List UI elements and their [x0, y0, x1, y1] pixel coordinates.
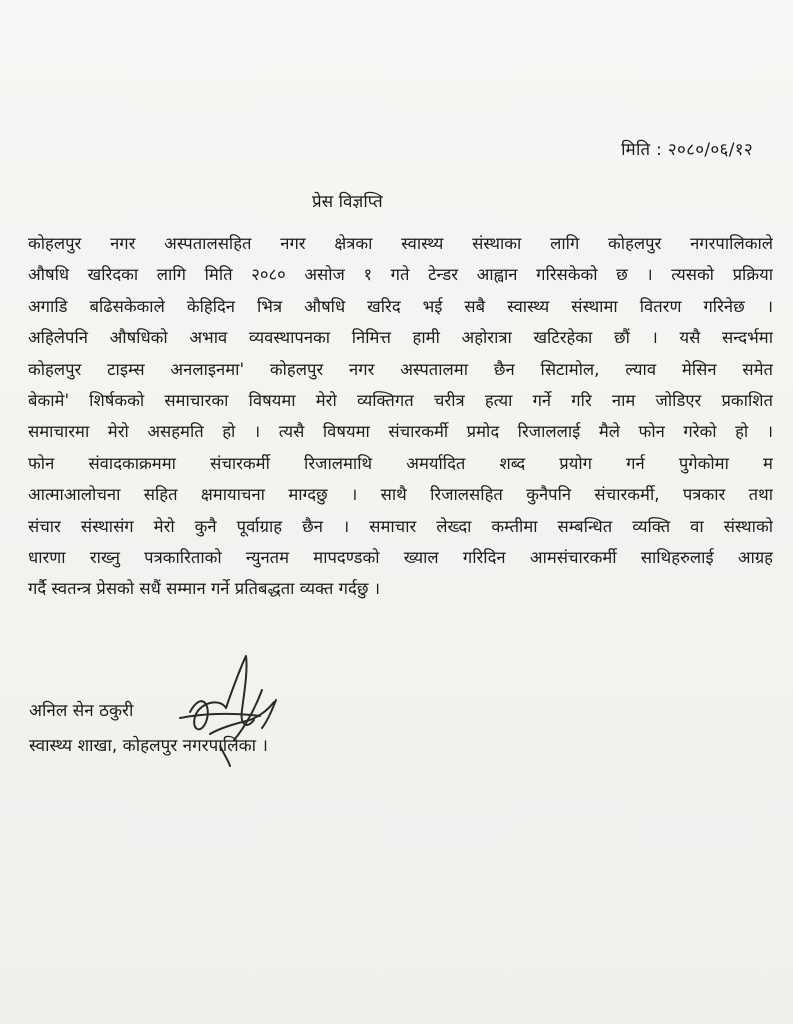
- body-line: संचार संस्थासंग मेरो कुनै पूर्वाग्राह छैन । समाचार लेख्दा कम्तीमा सम्बन्धित व्यक्ति वा संस्थाको: [28, 516, 773, 536]
- date-line: मिति : २०८०/०६/१२: [621, 140, 753, 160]
- body-line: औषधि खरिदका लागि मिति २०८० असोज १ गते टेन्डर आह्वान गरिसकेको छ । त्यसको प्रक्रिया: [28, 265, 773, 285]
- body-paragraph: [28, 228, 773, 605]
- body-line: बेकामे' शिर्षकको समाचारका विषयमा मेरो व्यक्तिगत चरीत्र हत्या गर्ने गरि नाम जोडिएर प्रकाशित: [28, 391, 773, 411]
- body-line: अगाडि बढिसकेकाले केहिदिन भित्र औषधि खरिद भई सबै स्वास्थ्य संस्थामा वितरण गरिनेछ ।: [28, 296, 773, 316]
- document-title: प्रेस विज्ञप्ति: [312, 192, 383, 212]
- signatory-office: स्वास्थ्य शाखा, कोहलपुर नगरपालिका ।: [29, 736, 268, 756]
- body-line: कोहलपुर नगर अस्पतालसहित नगर क्षेत्रका स्वास्थ्य संस्थाका लागि कोहलपुर नगरपालिकाले: [28, 234, 773, 253]
- body-line: आत्माआलोचना सहित क्षमायाचना माग्दछु । साथै रिजालसहित कुनैपनि संचारकर्मी, पत्रकार तथा: [28, 485, 773, 505]
- body-line: समाचारमा मेरो असहमति हो । त्यसै विषयमा संचारकर्मी प्रमोद रिजाललाई मैले फोन गरेको हो ।: [28, 422, 773, 442]
- body-line: फोन संवादकाक्रममा संचारकर्मी रिजालमाथि अमर्यादित शब्द प्रयोग गर्न पुगेकोमा म: [28, 453, 773, 473]
- body-line: कोहलपुर टाइम्स अनलाइनमा' कोहलपुर नगर अस्पतालमा छैन सिटामोल, ल्याव मेसिन समेत: [28, 359, 773, 379]
- handwritten-signature: [150, 650, 290, 770]
- body-line: अहिलेपनि औषधिको अभाव व्यवस्थापनका निमित्त हामी अहोरात्रा खटिरहेका छौं । यसै सन्दर्भमा: [28, 328, 773, 348]
- body-line: धारणा राख्नु पत्रकारिताको न्युनतम मापदण्डको ख्याल गरिदिन आमसंचारकर्मी साथिहरुलाई आग्रह: [28, 548, 773, 568]
- body-line-last: गर्दै स्वतन्त्र प्रेसको सधैं सम्मान गर्ने प्रतिबद्धता व्यक्त गर्दछु ।: [28, 579, 381, 599]
- signatory-name: अनिल सेन ठकुरी: [29, 701, 134, 721]
